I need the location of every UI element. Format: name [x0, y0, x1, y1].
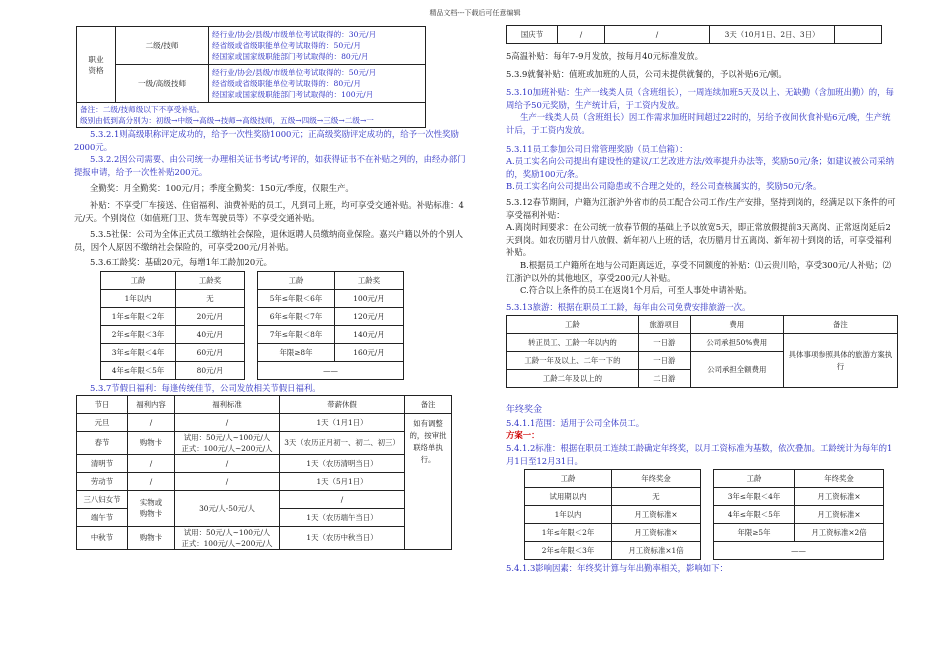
cell: 转正员工、工龄一年以内的 — [507, 334, 639, 352]
cell: 1天（农历清明当日） — [280, 454, 405, 472]
qual-level1-line: 经省级或省级职能单位考试取得的：80元/月 — [212, 79, 361, 88]
para-high-temperature: 5高温补贴：每年7-9月发放，按每月40元标准发放。 — [506, 51, 703, 61]
bonus-tables — [524, 469, 898, 560]
col-header: 费用 — [690, 316, 783, 334]
para-5311-a: A.员工实名向公司提出有建设性的建议/工艺改进方法/效率提升办法等，奖励50元/条；如建议被公司采纳的，奖励100元/条。 — [506, 156, 894, 179]
col-header: 工龄 — [101, 271, 176, 289]
col-header: 工龄 — [714, 470, 795, 488]
cell: —— — [714, 542, 884, 560]
para-5411: 5.4.1.1范围：适用于公司全体员工。 — [506, 417, 645, 428]
qual-level1-line: 经行业/协会/县级/市级单位考试取得的：50元/月 — [212, 68, 377, 77]
cell: 120元/月 — [335, 307, 404, 325]
cell: 月工资标准×2倍 — [795, 524, 884, 542]
cell: / — [175, 472, 280, 490]
cell: / — [605, 26, 710, 44]
seniority-table-right — [257, 271, 404, 380]
qual-level2-line: 经国家或国家级职能部门考试取得的：80元/月 — [212, 52, 369, 61]
cell: 月工资标准× — [795, 506, 884, 524]
cell: 140元/月 — [335, 325, 404, 343]
cell: / — [128, 413, 175, 431]
col-header: 工龄 — [507, 316, 639, 334]
bonus-table-left — [524, 469, 701, 560]
col-header: 工龄 — [525, 470, 612, 488]
section-annual-bonus: 年终奖金 — [506, 405, 543, 416]
col-header: 年终奖金 — [612, 470, 701, 488]
cell: 公司承担全额费用 — [690, 352, 783, 388]
cell: 月工资标准× — [612, 524, 701, 542]
cell: 月工资标准× — [795, 488, 884, 506]
cell: 2年≤年限＜3年 — [525, 542, 612, 560]
cell: 80元/月 — [176, 361, 245, 379]
cell: 工龄二年及以上的 — [507, 370, 639, 388]
cell: 购物卡 — [128, 431, 175, 454]
para-5313: 5.3.13旅游：根据在职员工工龄，每年由公司免费安排旅游一次。 — [506, 301, 751, 312]
qual-level1-label: 一级/高级技师 — [116, 65, 209, 103]
col-header: 福利内容 — [128, 395, 175, 413]
cell: 1年以内 — [525, 506, 612, 524]
cell: —— — [258, 361, 404, 379]
holiday-name: 国庆节 — [507, 26, 558, 44]
qualification-table — [76, 26, 426, 128]
cell: 实物或 购物卡 — [128, 490, 175, 526]
para-5322: 5.3.2.2因公司需要、由公司统一办理相关证书考试/考评的，如获得证书不在补贴之列的，由经办部门提报申请，给予一次性补贴200元。 — [74, 154, 466, 177]
holiday-note: 如有调整的，按审批联络单执行。 — [405, 413, 452, 549]
holiday-name: 元旦 — [77, 413, 128, 431]
cell: 二日游 — [638, 370, 690, 388]
cell: 一日游 — [638, 352, 690, 370]
cell: 3天（农历正月初一、初二、初三） — [280, 431, 405, 454]
cell: 试用期以内 — [525, 488, 612, 506]
holiday-name: 端午节 — [77, 508, 128, 526]
cell: 购物卡 — [128, 526, 175, 549]
col-header: 带薪休假 — [280, 395, 405, 413]
bonus-table-right — [713, 469, 884, 560]
qual-note: 备注：二级/技师级以下不享受补贴。 — [80, 105, 205, 114]
para-5412: 5.4.1.2标准：根据在职员工连续工龄确定年终奖，以月工资标准为基数，依次叠加。工龄统计为每年的1月1日至12月31日。 — [506, 443, 893, 466]
right-column — [506, 25, 898, 575]
cell: / — [175, 413, 280, 431]
cell: 1年以内 — [101, 289, 176, 307]
cell: 无 — [612, 488, 701, 506]
travel-table — [506, 315, 898, 388]
plan-one-label: 方案一： — [506, 430, 540, 441]
cell: / — [558, 26, 605, 44]
travel-note: 具体事项参照具体的旅游方案执行 — [783, 334, 897, 388]
col-header: 备注 — [405, 395, 452, 413]
cell: 20元/月 — [176, 307, 245, 325]
qual-level2-line: 经行业/协会/县级/市级单位考试取得的：30元/月 — [212, 30, 377, 39]
cell: 工龄一年及以上、二年一下的 — [507, 352, 639, 370]
para-5413: 5.4.1.3影响因素：年终奖计算与年出勤率相关，影响如下： — [506, 563, 728, 574]
col-header: 工龄奖 — [176, 271, 245, 289]
cell: 1年≤年限＜2年 — [525, 524, 612, 542]
col-header: 节日 — [77, 395, 128, 413]
page-header: 精品文档---下载后可任意编辑 — [429, 9, 521, 17]
cell: 1天（1月1日） — [280, 413, 405, 431]
qual-level-order: 级别由低到高分别为：初级→中级→高级→技师→高级技师，五级→四级→三级→二级→一 — [80, 116, 374, 125]
cell: 4年≤年限＜5年 — [101, 361, 176, 379]
col-header: 福利标准 — [175, 395, 280, 413]
col-header: 备注 — [783, 316, 897, 334]
para-5311-b: B.员工实名向公司提出公司隐患或不合理之处的，经公司查核属实的，奖励50元/条。 — [506, 181, 822, 192]
cell: 30元/人-50元/人 — [175, 490, 280, 526]
cell: 4年≤年限＜5年 — [714, 506, 795, 524]
cell — [835, 26, 882, 44]
para-5312: 5.3.12春节期间，户籍为江浙沪外省市的员工配合公司工作/生产安排，坚持到岗的，经满足以下条件的可享受福利补贴： — [506, 196, 896, 220]
holiday-table-continued — [506, 25, 882, 44]
para-5311: 5.3.11员工参加公司日常管理奖励（员工信箱）： — [506, 143, 688, 154]
holiday-name: 清明节 — [77, 454, 128, 472]
cell: 60元/月 — [176, 343, 245, 361]
cell: 7年≤年限＜8年 — [258, 325, 335, 343]
cell: 月工资标准× — [612, 506, 701, 524]
qual-level2-line: 经省级或省级职能单位考试取得的：50元/月 — [212, 41, 361, 50]
para-full-attendance: 全勤奖：月全勤奖：100元/月；季度全勤奖：150元/季度，仅限生产。 — [90, 183, 354, 194]
cell: 1天（5月1日） — [280, 472, 405, 490]
col-header: 工龄 — [258, 271, 335, 289]
para-535: 5.3.5社保：公司为全体正式员工缴纳社会保险，退休返聘人员缴纳商业保险。嘉兴户籍以外的个别人员，因个人原因不缴纳社会保险的，可享受200元/月补贴。 — [74, 229, 464, 252]
para-5310: 5.3.10加班补贴：生产一线类人员（含班组长），一周连续加班5天及以上、无缺勤（含加班出勤）的，每周给予50元奖励，生产统计后，于工资内发放。 — [506, 87, 894, 110]
cell: 3天（10月1日、2日、3日） — [710, 26, 835, 44]
cell: 年限≥8年 — [258, 343, 335, 361]
cell: 无 — [176, 289, 245, 307]
cell: 100元/月 — [335, 289, 404, 307]
para-5312-b: B.根据员工户籍所在地与公司距离远近，享受不同额度的补贴：⑴云贵川哈，享受300元/人补贴；⑵江浙沪以外的其他地区，享受200元/人补贴。 — [506, 259, 891, 283]
para-transport-subsidy: 补贴：不享受厂车接送、住宿福利、油费补贴的员工，凡到司上班，均可享受交通补贴。补贴标准：4元/天。个别岗位（如值班门卫、货车驾驶员等）不享受交通补贴。 — [74, 199, 464, 223]
qual-head: 职业 资格 — [77, 27, 116, 103]
holiday-name: 中秋节 — [77, 526, 128, 549]
para-537: 5.3.7节假日福利：每逢传统佳节，公司发放相关节假日福利。 — [90, 382, 321, 393]
seniority-tables — [100, 271, 466, 380]
cell: 40元/月 — [176, 325, 245, 343]
cell: 3年≤年限＜4年 — [714, 488, 795, 506]
cell: 1天（农历端午当日） — [280, 508, 405, 526]
holiday-name: 劳动节 — [77, 472, 128, 490]
cell: / — [280, 490, 405, 508]
col-header: 工龄奖 — [335, 271, 404, 289]
para-5310-night: 生产一线类人员（含班组长）因工作需求加班时间超过22时的，另给予夜间伙食补贴6元/晚，生产统计后，于工资内发放。 — [506, 112, 891, 135]
para-5321: 5.3.2.1则高级职称评定成功的，给予一次性奖励1000元；正高级奖励评定成功的，给予一次性奖励2000元。 — [74, 129, 459, 152]
para-536: 5.3.6工龄奖：基础20元，每增1年工龄加20元。 — [90, 257, 272, 268]
qual-level1-line: 经国家或国家级职能部门考试取得的：100元/月 — [212, 90, 374, 99]
cell: 2年≤年限＜3年 — [101, 325, 176, 343]
cell: 6年≤年限＜7年 — [258, 307, 335, 325]
cell: 5年≤年限＜6年 — [258, 289, 335, 307]
seniority-table-left — [100, 271, 245, 380]
cell: 公司承担50%费用 — [690, 334, 783, 352]
cell: / — [128, 454, 175, 472]
cell: / — [175, 454, 280, 472]
col-header: 旅游项目 — [638, 316, 690, 334]
qual-level2-label: 二级/技师 — [116, 27, 209, 65]
cell: 月工资标准×1倍 — [612, 542, 701, 560]
para-5312-c: C.符合以上条件的员工在返岗1个月后，可至人事处申请补贴。 — [520, 285, 752, 296]
cell: 160元/月 — [335, 343, 404, 361]
cell: 3年≤年限＜4年 — [101, 343, 176, 361]
col-header: 年终奖金 — [795, 470, 884, 488]
cell: 试用：50元/人~100元/人 正式：100元/人~200元/人 — [175, 431, 280, 454]
cell: 年限≥5年 — [714, 524, 795, 542]
holiday-table — [76, 395, 452, 550]
left-column — [74, 26, 466, 550]
para-5312-a: A.离岗时间要求：在公司统一放春节假的基础上予以放宽5天，即正常放假提前3天离岗、正常返岗延后2天到岗。如农历腊月廿八放假、新年初八上班的话，农历腊月廿五离岗、新年初十到岗的话，可享受福利补贴。 — [506, 222, 892, 258]
cell: 1年≤年限＜2年 — [101, 307, 176, 325]
cell: 一日游 — [638, 334, 690, 352]
cell: 1天（农历中秋当日） — [280, 526, 405, 549]
para-539: 5.3.9就餐补贴：值班或加班的人员，公司未提供就餐的，予以补贴6元/顿。 — [506, 68, 787, 79]
cell: / — [128, 472, 175, 490]
cell: 试用：50元/人~100元/人 正式：100元/人~200元/人 — [175, 526, 280, 549]
holiday-name: 春节 — [77, 431, 128, 454]
holiday-name: 三八妇女节 — [77, 490, 128, 508]
